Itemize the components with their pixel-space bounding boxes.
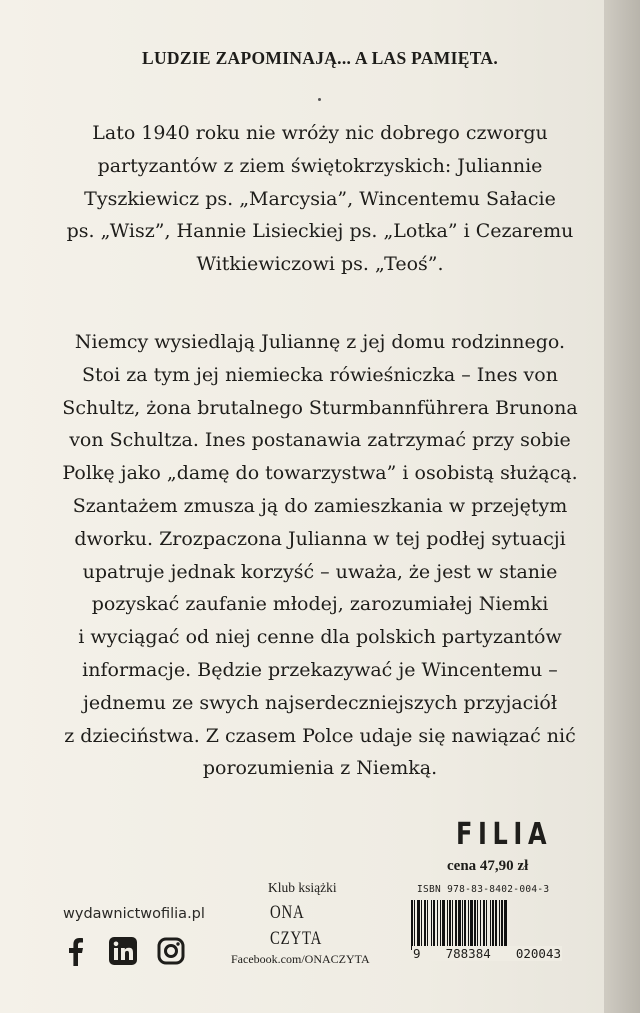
isbn-barcode xyxy=(411,900,561,950)
barcode-digit-group: 020043 xyxy=(515,946,561,961)
barcode-digits xyxy=(412,946,562,961)
book-club-link[interactable]: Facebook.com/ONACZYTA xyxy=(231,952,370,966)
publisher-website[interactable]: wydawnictwofilia.pl xyxy=(63,906,205,922)
blurb-line: Tyszkiewicz ps. „Marcysia”, Wincentemu Sałacie xyxy=(84,187,556,210)
blurb-line: informacje. Będzie przekazywać je Wincentemu – xyxy=(82,658,558,681)
instagram-icon[interactable] xyxy=(156,936,186,966)
publisher-logo: FILIA xyxy=(456,817,553,852)
blurb-line: jednemu ze swych najserdeczniejszych przyjaciół xyxy=(82,691,557,714)
social-icons xyxy=(60,936,186,966)
book-club-logo-line: CZYTA xyxy=(270,928,323,949)
blurb-line: upatruje jednak korzyść – uważa, że jest w stanie xyxy=(82,560,558,583)
book-club-logo xyxy=(270,900,325,952)
isbn-label: ISBN 978-83-8402-004-3 xyxy=(417,884,550,895)
blurb-paragraph-2 xyxy=(50,326,590,785)
blurb-line: Stoi za tym jej niemiecka rówieśniczka – Ines von xyxy=(82,363,558,386)
decorative-dot xyxy=(318,98,321,101)
blurb-line: porozumienia z Niemką. xyxy=(202,757,438,780)
blurb-line: Lato 1940 roku nie wróży nic dobrego czworgu xyxy=(92,122,548,144)
blurb-line: Polkę jako „damę do towarzystwa” i osobistą służącą. xyxy=(62,462,578,485)
blurb-line: Szantażem zmusza ją do zamieszkania w przejętym xyxy=(72,494,568,517)
blurb-line: von Schultza. Ines postanawia zatrzymać przy sobie xyxy=(69,429,571,452)
blurb-line: Niemcy wysiedlają Juliannę z jej domu rodzinnego. xyxy=(74,331,566,353)
blurb-line: z dzieciństwa. Z czasem Polce udaje się nawiązać nić xyxy=(64,724,576,747)
blurb-line: partyzantów z ziem świętokrzyskich: Juliannie xyxy=(97,154,543,177)
price-label: cena 47,90 zł xyxy=(447,858,529,874)
book-club-label: Klub książki xyxy=(268,880,337,895)
blurb-line: Schultz, żona brutalnego Sturmbannführera Brunona xyxy=(62,396,578,419)
cover-edge xyxy=(604,0,640,1013)
blurb-line: dworku. Zrozpaczona Julianna w tej podłej sytuacji xyxy=(74,527,566,550)
facebook-icon[interactable] xyxy=(60,936,90,966)
blurb-line: pozyskać zaufanie młodej, zarozumiałej Niemki xyxy=(91,593,549,616)
blurb-line: Witkiewiczowi ps. „Teoś”. xyxy=(196,253,444,276)
barcode-digit-group: 9 xyxy=(413,946,421,961)
barcode-digit-group: 788384 xyxy=(445,946,491,961)
barcode-gap xyxy=(507,900,508,950)
blurb-line: ps. „Wisz”, Hannie Lisieckiej ps. „Lotka” i Cezaremu xyxy=(66,220,574,243)
blurb-paragraph-1 xyxy=(50,117,590,281)
book-club-logo-line: ONA xyxy=(270,902,305,923)
linkedin-icon[interactable] xyxy=(108,936,138,966)
blurb-line: i wyciągać od niej cenne dla polskich partyzantów xyxy=(78,626,562,649)
headline: LUDZIE ZAPOMINAJĄ... A LAS PAMIĘTA. xyxy=(142,48,498,68)
